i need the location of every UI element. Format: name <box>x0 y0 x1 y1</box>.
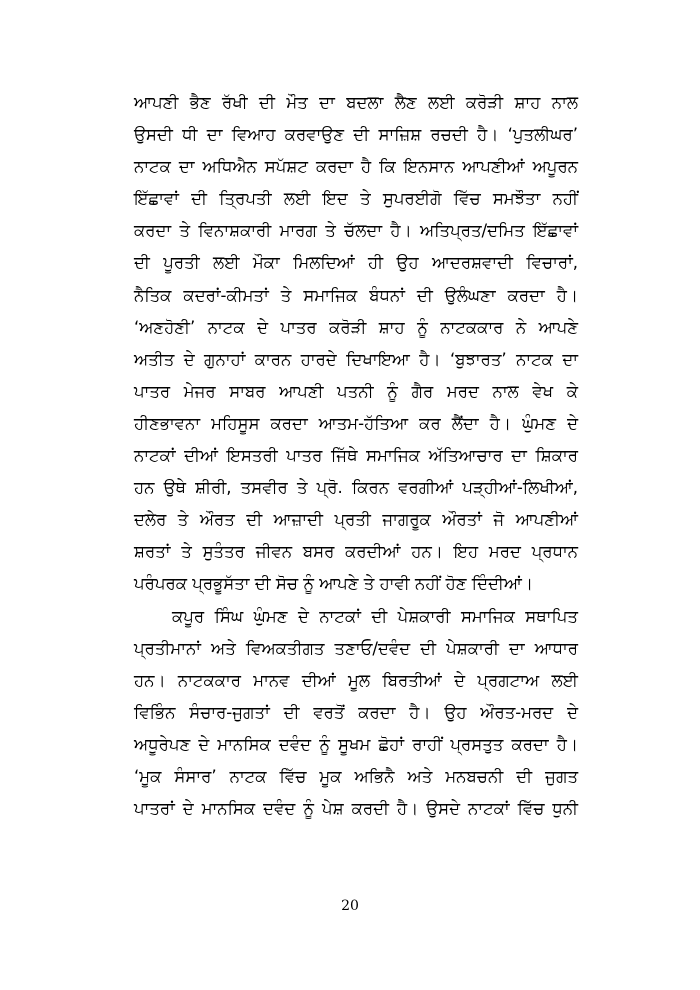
text-line: ‘ਅਣਹੋਣੀ’ ਨਾਟਕ ਦੇ ਪਾਤਰ ਕਰੋੜੀ ਸ਼ਾਹ ਨੂੰ ਨਾਟਕਕਾਰ ਨੇ ਆਪਣੇ <box>134 317 578 337</box>
text-line: ‘ਮੂਕ ਸੰਸਾਰ’ ਨਾਟਕ ਵਿੱਚ ਮੂਕ ਅਭਿਨੈ ਅਤੇ ਮਨਬਚਨੀ ਦੀ ਜੁਗਤ <box>134 766 578 786</box>
text-line: ਵਿਭਿੰਨ ਸੰਚਾਰ-ਜੁਗਤਾਂ ਦੀ ਵਰਤੋਂ ਕਰਦਾ ਹੈ। ਉਹ ਔਰਤ-ਮਰਦ ਦੇ <box>134 702 578 722</box>
text-line: ਕਪੂਰ ਸਿੰਘ ਘੁੰਮਣ ਦੇ ਨਾਟਕਾਂ ਦੀ ਪੇਸ਼ਕਾਰੀ ਸਮਾਜਿਕ ਸਥਾਪਿਤ <box>172 606 578 626</box>
text-line: ਪਾਤਰ ਮੇਜਰ ਸਾਬਰ ਆਪਣੀ ਪਤਨੀ ਨੂੰ ਗੈਰ ਮਰਦ ਨਾਲ ਵੇਖ ਕੇ <box>134 381 578 401</box>
body-text <box>134 87 578 825</box>
paragraph <box>134 601 578 826</box>
text-line: ਸ਼ਰਤਾਂ ਤੇ ਸੁਤੰਤਰ ਜੀਵਨ ਬਸਰ ਕਰਦੀਆਂ ਹਨ। ਇਹ ਮਰਦ ਪ੍ਰਧਾਨ <box>134 542 578 562</box>
text-line: ਹਨ। ਨਾਟਕਕਾਰ ਮਾਨਵ ਦੀਆਂ ਮੂਲ ਬਿਰਤੀਆਂ ਦੇ ਪ੍ਰਗਟਾਅ ਲਈ <box>134 670 578 690</box>
page-number: 20 <box>341 898 359 914</box>
text-line: ਦੀ ਪੂਰਤੀ ਲਈ ਮੌਕਾ ਮਿਲਦਿਆਂ ਹੀ ਉਹ ਆਦਰਸ਼ਵਾਦੀ ਵਿਚਾਰਾਂ, <box>134 253 578 273</box>
text-line: ਪਾਤਰਾਂ ਦੇ ਮਾਨਸਿਕ ਦਵੰਦ ਨੂੰ ਪੇਸ਼ ਕਰਦੀ ਹੈ। ਉਸਦੇ ਨਾਟਕਾਂ ਵਿੱਚ ਧੁਨੀ <box>134 799 578 819</box>
text-line: ਹੀਣਭਾਵਨਾ ਮਹਿਸੂਸ ਕਰਦਾ ਆਤਮ-ਹੱਤਿਆ ਕਰ ਲੈਂਦਾ ਹੈ। ਘੁੰਮਣ ਦੇ <box>134 413 578 433</box>
text-line: ਹਨ ਉਥੇ ਸ਼ੀਰੀ, ਤਸਵੀਰ ਤੇ ਪ੍ਰੋ. ਕਿਰਨ ਵਰਗੀਆਂ ਪੜ੍ਹੀਆਂ-ਲਿਖੀਆਂ, <box>134 478 578 498</box>
text-line: ਪ੍ਰਤੀਮਾਨਾਂ ਅਤੇ ਵਿਅਕਤੀਗਤ ਤਣਾਓ/ਦਵੰਦ ਦੀ ਪੇਸ਼ਕਾਰੀ ਦਾ ਆਧਾਰ <box>134 638 578 658</box>
text-line: ਨੈਤਿਕ ਕਦਰਾਂ-ਕੀਮਤਾਂ ਤੇ ਸਮਾਜਿਕ ਬੰਧਨਾਂ ਦੀ ਉਲੰਘਣਾ ਕਰਦਾ ਹੈ। <box>134 285 578 305</box>
text-line: ਅਧੂਰੇਪਣ ਦੇ ਮਾਨਸਿਕ ਦਵੰਦ ਨੂੰ ਸੂਖਮ ਛੋਹਾਂ ਰਾਹੀਂ ਪ੍ਰਸਤੁਤ ਕਰਦਾ ਹੈ। <box>134 734 578 754</box>
text-line: ਕਰਦਾ ਤੇ ਵਿਨਾਸ਼ਕਾਰੀ ਮਾਰਗ ਤੇ ਚੱਲਦਾ ਹੈ। ਅਤਿਪ੍ਰਤ/ਦਮਿਤ ਇੱਛਾਵਾਂ <box>134 221 578 241</box>
text-line: ਅਤੀਤ ਦੇ ਗੁਨਾਹਾਂ ਕਾਰਨ ਹਾਰਦੇ ਦਿਖਾਇਆ ਹੈ। ‘ਬੁਝਾਰਤ’ ਨਾਟਕ ਦਾ <box>134 349 578 369</box>
text-line: ਦਲੇਰ ਤੇ ਔਰਤ ਦੀ ਆਜ਼ਾਦੀ ਪ੍ਰਤੀ ਜਾਗਰੂਕ ਔਰਤਾਂ ਜੋ ਆਪਣੀਆਂ <box>134 510 578 530</box>
text-line: ਉਸਦੀ ਧੀ ਦਾ ਵਿਆਹ ਕਰਵਾਉਣ ਦੀ ਸਾਜ਼ਿਸ਼ ਰਚਦੀ ਹੈ। ‘ਪੁਤਲੀਘਰ’ <box>134 125 578 145</box>
paragraph <box>134 87 578 601</box>
text-line: ਇੱਛਾਵਾਂ ਦੀ ਤ੍ਰਿਪਤੀ ਲਈ ਇਦ ਤੇ ਸੁਪਰਈਗੋ ਵਿੱਚ ਸਮਝੌਤਾ ਨਹੀਂ <box>134 189 578 209</box>
text-line: ਆਪਣੀ ਭੈਣ ਰੱਖੀ ਦੀ ਮੌਤ ਦਾ ਬਦਲਾ ਲੈਣ ਲਈ ਕਰੋੜੀ ਸ਼ਾਹ ਨਾਲ <box>134 93 578 112</box>
text-line: ਨਾਟਕ ਦਾ ਅਧਿਐਨ ਸਪੱਸ਼ਟ ਕਰਦਾ ਹੈ ਕਿ ਇਨਸਾਨ ਆਪਣੀਆਂ ਅਪੂਰਨ <box>134 157 578 177</box>
text-line: ਨਾਟਕਾਂ ਦੀਆਂ ਇਸਤਰੀ ਪਾਤਰ ਜਿੱਥੇ ਸਮਾਜਿਕ ਅੱਤਿਆਚਾਰ ਦਾ ਸ਼ਿਕਾਰ <box>134 446 578 466</box>
text-line: ਪਰੰਪਰਕ ਪ੍ਰਭੂਸੱਤਾ ਦੀ ਸੋਚ ਨੂੰ ਆਪਣੇ ਤੇ ਹਾਵੀ ਨਹੀਂ ਹੋਣ ਦਿੰਦੀਆਂ। <box>134 574 533 594</box>
